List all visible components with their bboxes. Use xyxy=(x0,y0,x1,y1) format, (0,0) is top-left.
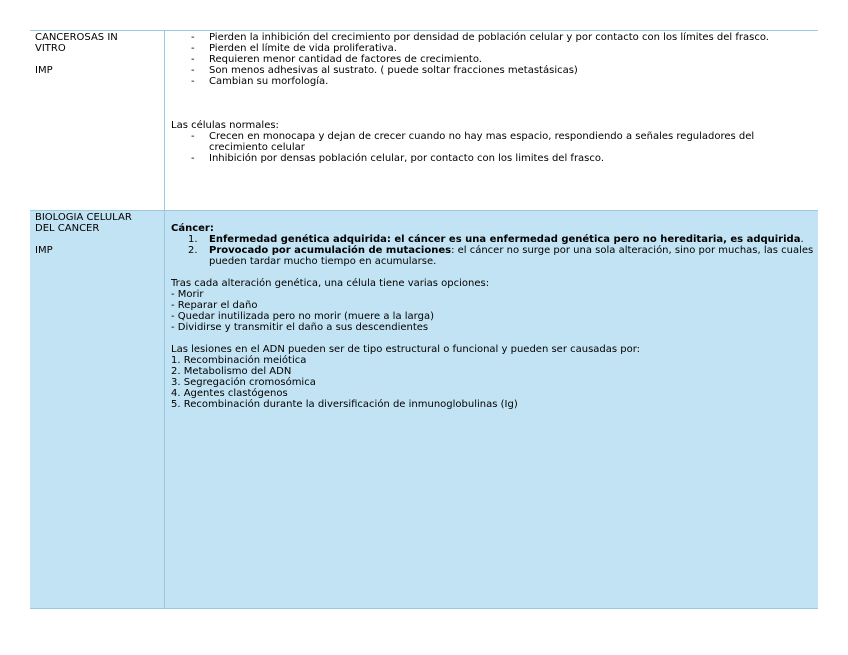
options-intro: Tras cada alteración genética, una célula tiene varias opciones: xyxy=(171,278,490,289)
cause-line: 1. Recombinación meiótica xyxy=(171,355,307,366)
section-heading: Cáncer: xyxy=(171,223,214,234)
row-label-cell xyxy=(30,211,165,609)
lesions-intro: Las lesiones en el ADN pueden ser de tipo estructural o funcional y pueden ser causadas por: xyxy=(171,344,641,355)
table-row xyxy=(30,211,818,609)
row-content-cell xyxy=(165,211,819,609)
cause-line: 5. Recombinación durante la diversificación de inmunoglobulinas (Ig) xyxy=(171,399,518,410)
cause-line: 3. Segregación cromosómica xyxy=(171,377,316,388)
option-line: - Dividirse y transmitir el daño a sus descendientes xyxy=(171,322,429,333)
normal-cells-title: Las células normales: xyxy=(171,120,279,131)
notes-table xyxy=(30,30,818,609)
properties-list xyxy=(171,32,814,87)
row-label-cell xyxy=(30,31,165,211)
list-item: - Crecen en monocapa y dejan de crecer cuando no hay mas espacio, respondiendo a señales reguladores del crecimiento celular xyxy=(191,131,755,153)
row-label-line: BIOLOGIA CELULAR xyxy=(35,212,132,223)
cause-line: 4. Agentes clastógenos xyxy=(171,388,288,399)
option-line: - Quedar inutilizada pero no morir (muere a la larga) xyxy=(171,311,434,322)
cause-line: 2. Metabolismo del ADN xyxy=(171,366,292,377)
row-content-cell xyxy=(165,31,819,211)
row-label-line: DEL CANCER xyxy=(35,223,100,234)
list-item: - Son menos adhesivas al sustrato. ( puede soltar fracciones metastásicas) xyxy=(191,65,578,76)
option-line: - Morir xyxy=(171,289,204,300)
list-item: 2. Provocado por acumulación de mutaciones: el cáncer no surge por una sola alteración, sino por muchas, las cuales pueden tardar mucho tiempo en acumularse. xyxy=(188,245,814,267)
list-item: 1. Enfermedad genética adquirida: el cáncer es una enfermedad genética pero no hereditaria, es adquirida. xyxy=(188,234,804,245)
option-line: - Reparar el daño xyxy=(171,300,258,311)
row-label-line: CANCEROSAS IN xyxy=(35,32,118,43)
list-item: - Requieren menor cantidad de factores de crecimiento. xyxy=(191,54,482,65)
list-item: - Cambian su morfología. xyxy=(191,76,329,87)
imp-tag: IMP xyxy=(35,65,53,76)
imp-tag: IMP xyxy=(35,245,53,256)
normal-cells-list xyxy=(171,131,814,164)
cancer-definition-list xyxy=(171,234,814,267)
table-row xyxy=(30,31,818,211)
list-item: - Inhibición por densas población celular, por contacto con los limites del frasco. xyxy=(191,153,605,164)
list-item: - Pierden el límite de vida proliferativa. xyxy=(191,43,397,54)
row-label-line: VITRO xyxy=(35,43,66,54)
list-item: - Pierden la inhibición del crecimiento por densidad de población celular y por contacto con los límites del frasco. xyxy=(191,32,769,43)
